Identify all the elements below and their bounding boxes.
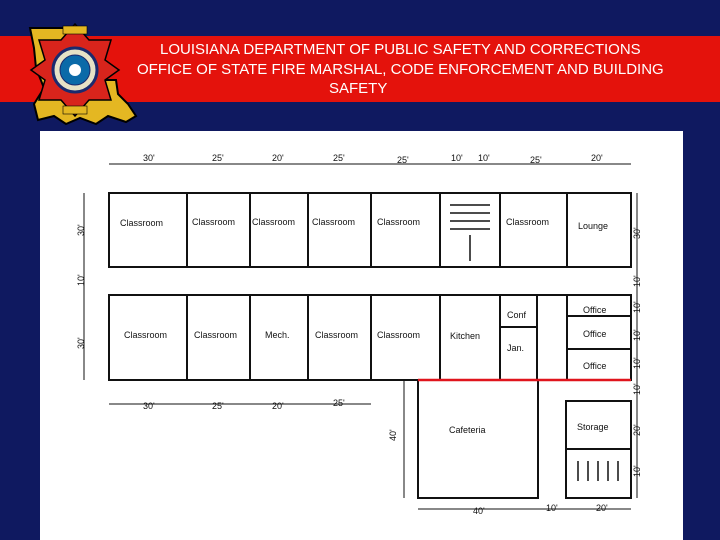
dimension-label: 25' [212,401,224,411]
dimension-label: 10' [451,153,463,163]
dimension-label: 30' [76,224,86,236]
banner-title-line-2: OFFICE OF STATE FIRE MARSHAL, CODE ENFORCEMENT AND BUILDING [137,61,664,78]
dimension-label: 30' [143,153,155,163]
dimension-label: 10' [546,503,558,513]
room-label: Classroom [252,217,296,227]
room-label: Classroom [377,217,421,227]
room-label: Classroom [192,217,236,227]
dimension-label: 30' [76,337,86,349]
dimension-label: 10' [632,329,642,341]
room-label: Classroom [194,330,238,340]
dimension-label: 20' [591,153,603,163]
cafeteria-outline [418,380,538,498]
dimension-label: 25' [333,398,345,408]
dimension-label: 40' [473,506,485,516]
room-label: Classroom [377,330,421,340]
room-label: Office [583,329,607,339]
dimension-label: 10' [632,357,642,369]
dimension-label: 20' [632,424,642,436]
dimension-label: 25' [397,155,409,165]
dimension-label: 10' [632,465,642,477]
dimension-label: 10' [76,274,86,286]
room-label: Classroom [315,330,359,340]
dimension-label: 25' [212,153,224,163]
floor-plan-drawing [40,131,683,540]
dimension-label: 25' [333,153,345,163]
banner-title-line-3: SAFETY [329,80,388,97]
room-label: Classroom [124,330,168,340]
room-label: Classroom [506,217,550,227]
floor-plan-svg [40,131,683,540]
room-label: Office [583,361,607,371]
room-label: Mech. [265,330,290,340]
room-label: Kitchen [450,331,481,341]
dimension-label: 20' [272,401,284,411]
dimension-label: 30' [143,401,155,411]
dimension-label: 10' [632,301,642,313]
dimension-label: 10' [478,153,490,163]
dimension-label: 25' [530,155,542,165]
room-label: Classroom [312,217,356,227]
dimension-label: 10' [632,383,642,395]
dimension-label: 10' [632,275,642,287]
banner-title-line-1: LOUISIANA DEPARTMENT OF PUBLIC SAFETY AND CORRECTIONS [160,41,641,58]
dimension-label: 20' [272,153,284,163]
dimension-label: 30' [632,227,642,239]
room-label: Conf [507,310,527,320]
room-label: Storage [577,422,609,432]
fire-marshal-logo [8,8,158,138]
dimension-label: 40' [388,429,398,441]
dimension-label: 20' [596,503,608,513]
room-label: Jan. [507,343,525,353]
room-label: Cafeteria [449,425,486,435]
room-label: Office [583,305,607,315]
room-label: Classroom [120,218,164,228]
room-label: Lounge [578,221,609,231]
